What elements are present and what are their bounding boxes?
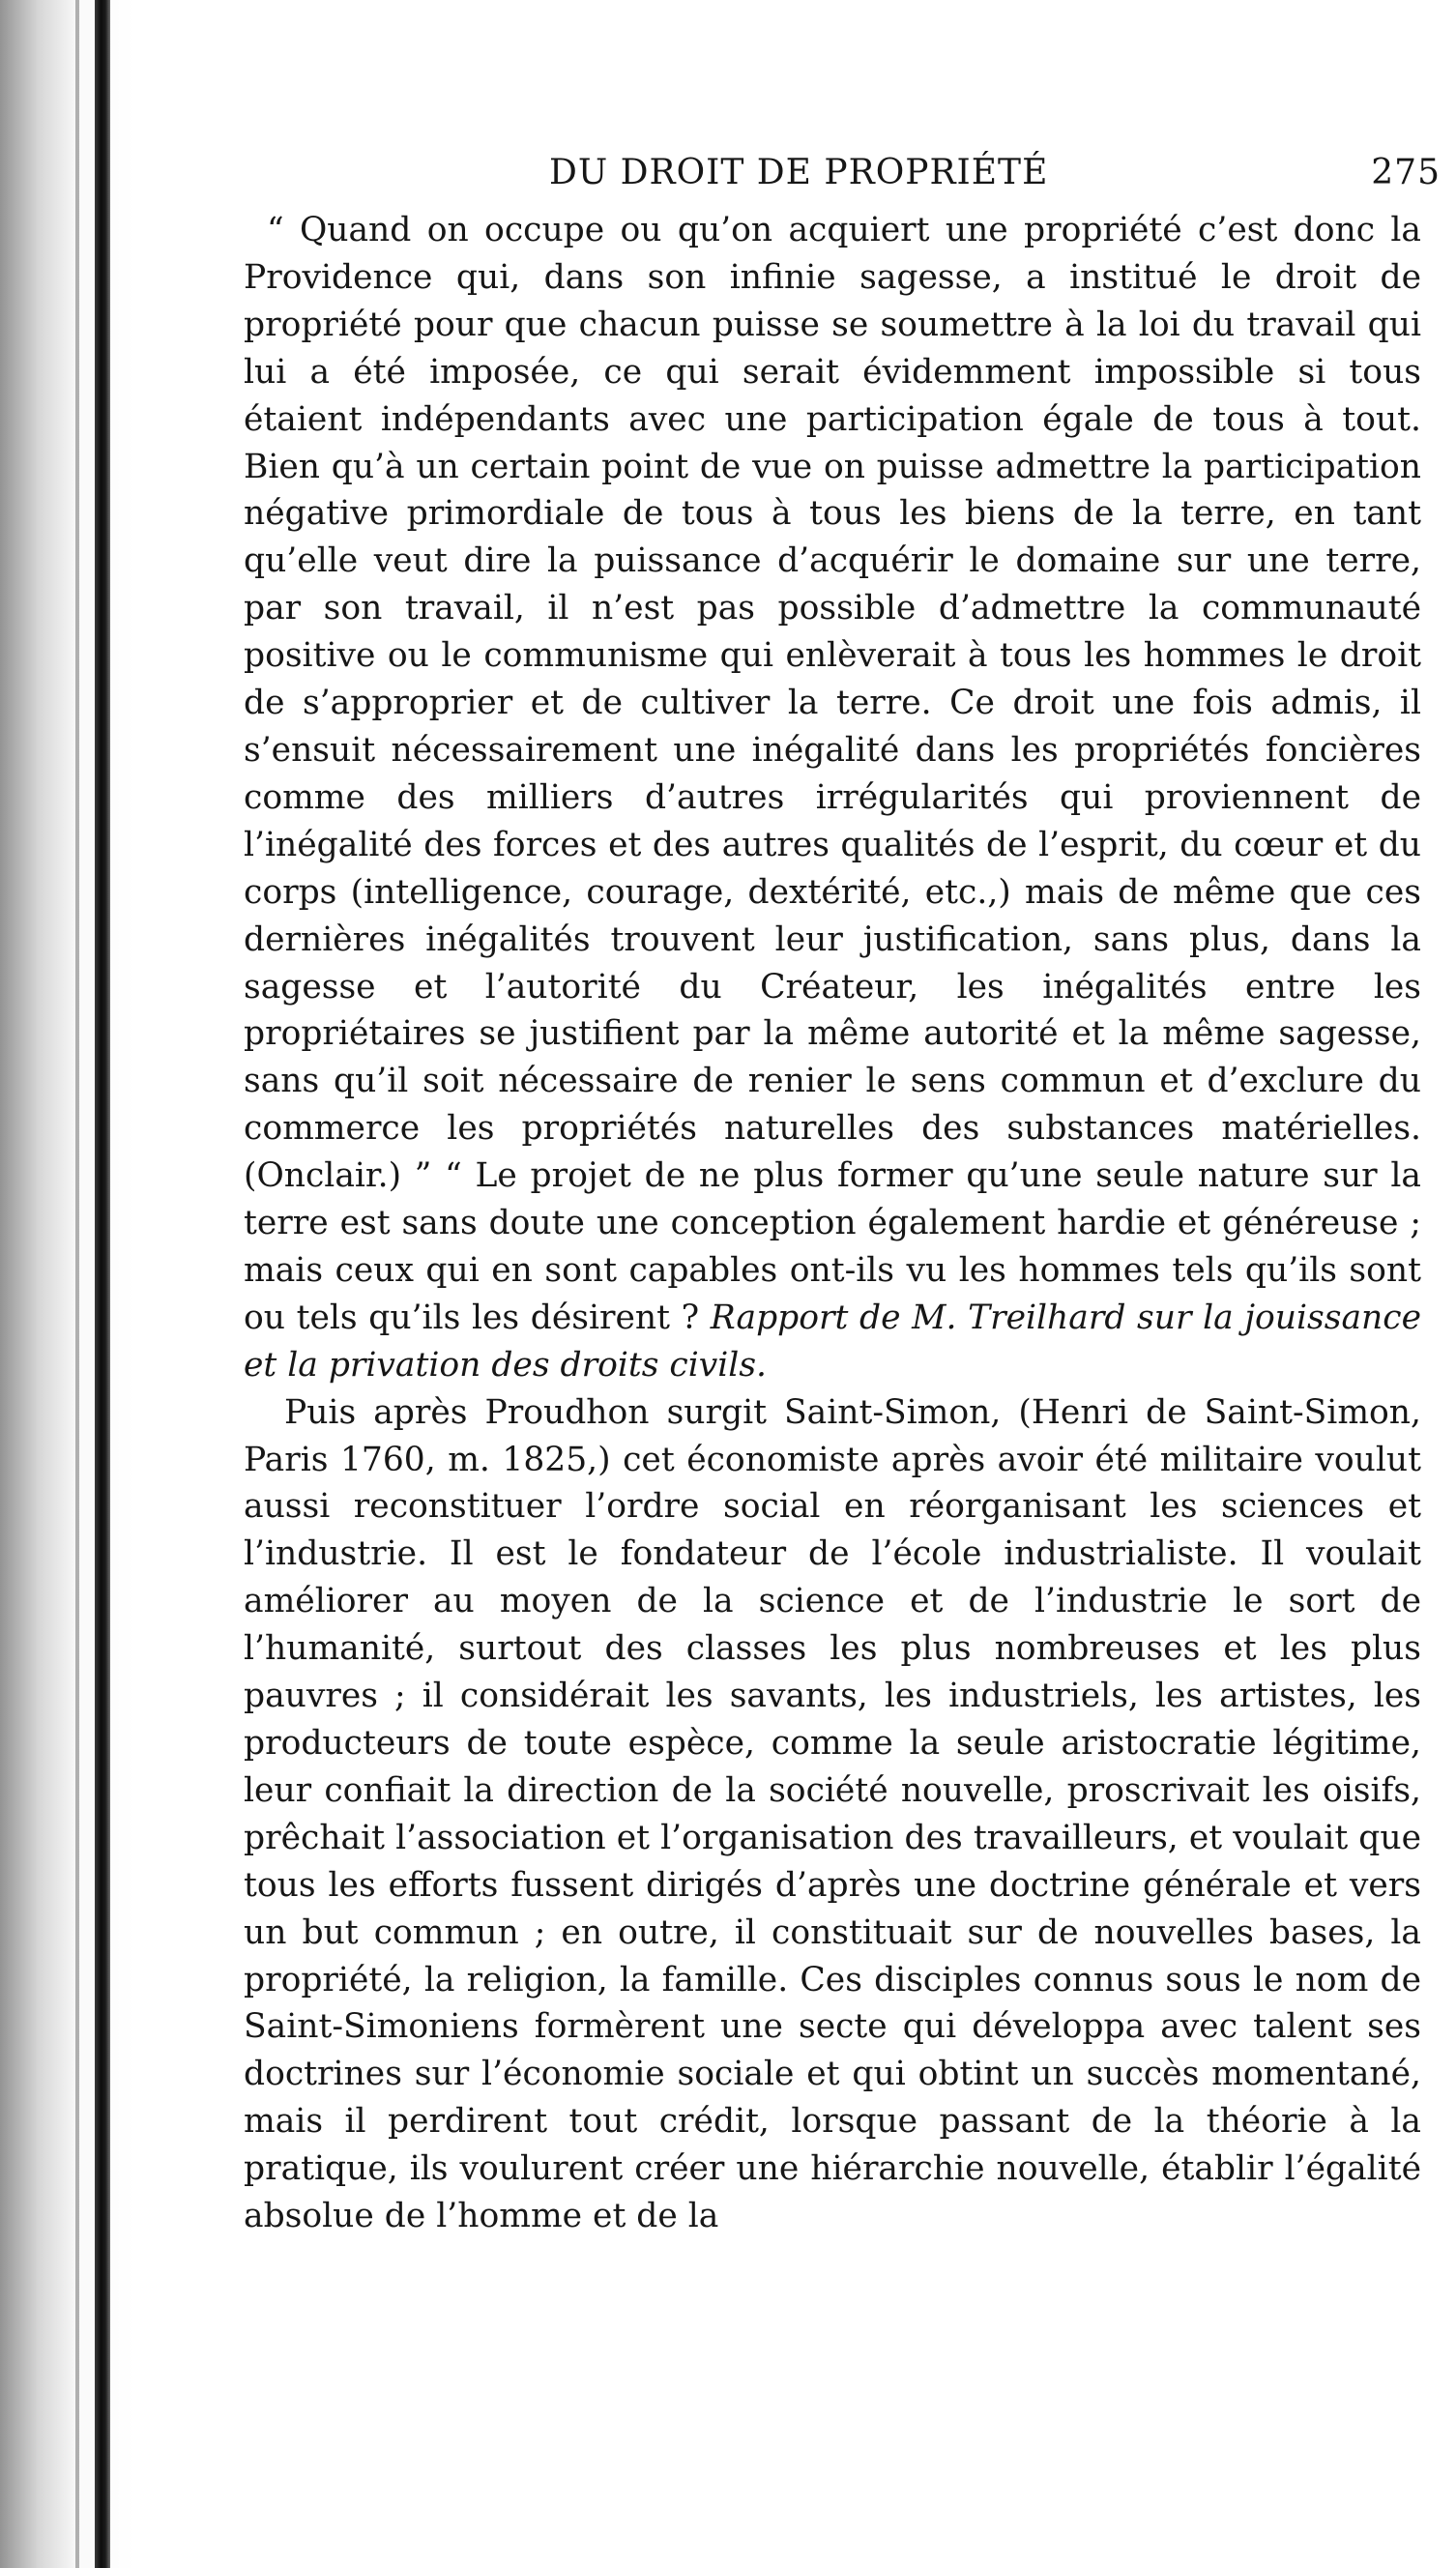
body-text [244,207,1421,2240]
paragraph-quote [244,207,1421,1389]
paragraph-quote-citation: Rapport de M. Treilhard sur la jouissance et la privation des droits civils. [244,1298,1421,1385]
binding-edge [95,0,110,2568]
page-number: 275 [1371,153,1441,192]
running-title: DU DROIT DE PROPRIÉTÉ [549,153,1049,192]
binding-shadow [0,0,184,2568]
paragraph-saint-simon-text: Puis après Proudhon surgit Saint-Simon, (Henri de Saint-Simon, Paris 1760, m. 1825,) cet économiste après avoir été militaire voulut aussi reconstituer l’ordre social en réorganisant les sciences et l’industrie. Il est le fondateur de l’école industrialiste. Il voulait améliorer au moyen de la science et de l’industrie le sort de l’humanité, surtout des classes les plus nombreuses et les plus pauvres ; il considérait les savants, les industriels, les artistes, les producteurs de toute espèce, comme la seule aristocratie légitime, leur confiait la direction de la société nouvelle, proscrivait les oisifs, prêchait l’association et l’organisation des travailleurs, et voulait que tous les efforts fussent dirigés d’après une doctrine générale et vers un but commun ; en outre, il constituait sur de nouvelles bases, la propriété, la religion, la famille. Ces disciples connus sous le nom de Saint-Simoniens formèrent une secte qui développa avec talent ses doctrines sur l’économie sociale et qui obtint un succès momentané, mais il perdirent tout crédit, lorsque passant de la théorie à la pratique, ils voulurent créer une hiérarchie nouvelle, établir l’égalité absolue de l’homme et de la [244,1392,1421,2236]
paragraph-quote-text: “ Quand on occupe ou qu’on acquiert une propriété c’est donc la Providence qui, dans son infinie sagesse, a institué le droit de propriété pour que chacun puisse se soumettre à la loi du travail qui lui a été imposée, ce qui serait évidemment impossible si tous étaient indépendants avec une participation égale de tous à tout. Bien qu’à un certain point de vue on puisse admettre la participation négative primordiale de tous à tous les biens de la terre, en tant qu’elle veut dire la puissance d’acquérir le domaine sur une terre, par son travail, il n’est pas possible d’admettre la communauté positive ou le communisme qui enlèverait à tous les hommes le droit de s’approprier et de cultiver la terre. Ce droit une fois admis, il s’ensuit nécessairement une inégalité dans les propriétés foncières comme des milliers d’autres irrégularités qui proviennent de l’inégalité des forces et des autres qualités de l’esprit, du cœur et du corps (intelligence, courage, dextérité, etc.,) mais de même que ces dernières inégalités trouvent leur justification, sans plus, dans la sagesse et l’autorité du Créateur, les inégalités entre les propriétaires se justifient par la même autorité et la même sagesse, sans qu’il soit nécessaire de renier le sens commun et d’exclure du commerce les propriétés naturelles des substances matérielles. (Onclair.) ” “ Le projet de ne plus former qu’une seule nature sur la terre est sans doute une conception également hardie et généreuse ; mais ceux qui en sont capables ont-ils vu les hommes tels qu’ils sont ou tels qu’ils les désirent ? [244,211,1421,1337]
running-head [244,143,1441,207]
binding-fade [0,0,184,2568]
paragraph-saint-simon [244,1389,1421,2240]
book-page [244,143,1441,2240]
binding-edge-line [75,0,79,2568]
